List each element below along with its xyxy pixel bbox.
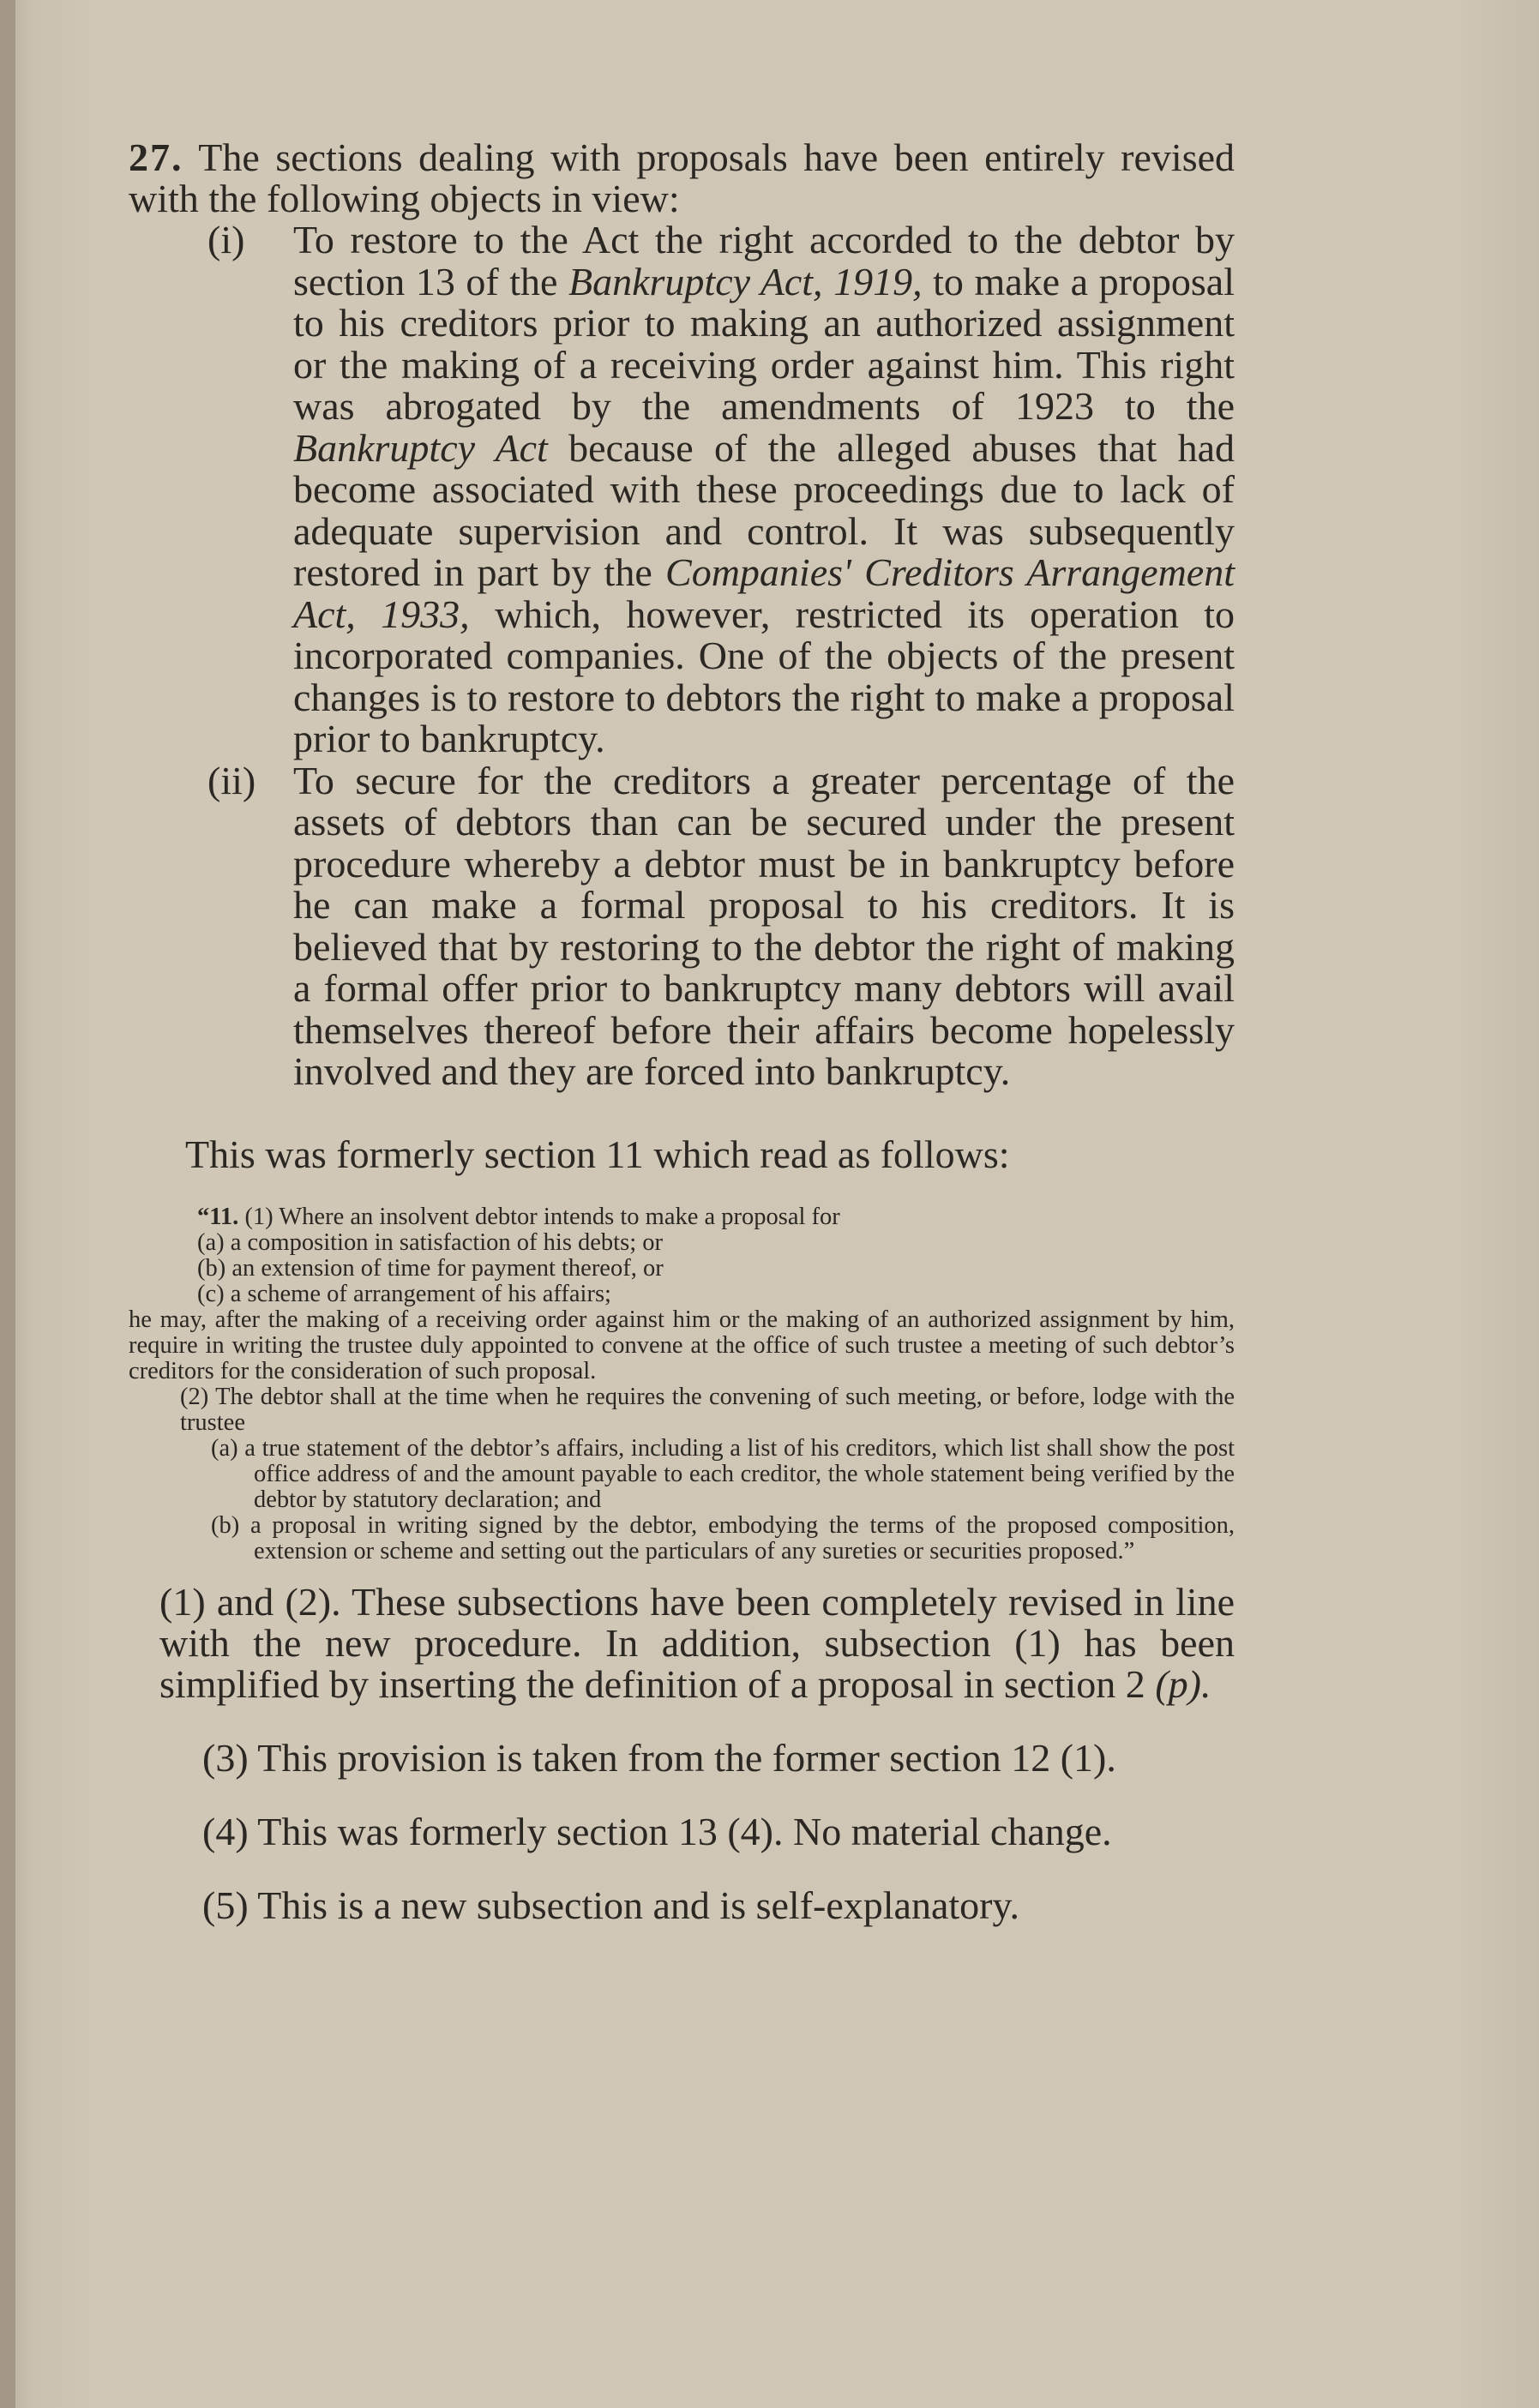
item-text: because of the alleged abuses that had become associated with these proceedings due to lack of adequate supervision and control. It was subsequently restored in part by the bbox=[293, 425, 1235, 594]
paragraph-27 bbox=[129, 137, 1235, 219]
note-subsection-4: (4) This was formerly section 13 (4). No material change. bbox=[202, 1809, 1112, 1853]
item-body: To secure for the creditors a greater percentage of the assets of debtors than can be secured under the present procedure whereby a debtor must be in bankruptcy before he can make a formal proposal to his creditors. It is believed that by restoring to the debtor the right of making a formal offer prior to bankruptcy many debtors will avail themselves thereof before their affairs become hopelessly involved and they are forced into bankruptcy. bbox=[293, 758, 1235, 1093]
quote-clause-2b: (b) a proposal in writing signed by the debtor, embodying the terms of the proposed composition, extension or scheme and setting out the particulars of any sureties or securities proposed.” bbox=[211, 1511, 1235, 1564]
paragraph-27-text: The sections dealing with proposals have been entirely revised with the following objects in view: bbox=[129, 135, 1235, 220]
item-body bbox=[293, 219, 1235, 760]
note-subsection-5: (5) This is a new subsection and is self-explanatory. bbox=[202, 1883, 1019, 1927]
paragraph-number: 27. bbox=[129, 135, 183, 179]
item-text: which, however, restricted its operation to incorporated companies. One of the objects of the present changes is to restore to debtors the right to make a proposal prior to bankruptcy. bbox=[293, 591, 1235, 760]
item-marker: (i) bbox=[207, 218, 245, 261]
note-subsections-1-2 bbox=[159, 1579, 1235, 1706]
quote-continuation: he may, after the making of a receiving order against him or the making of an authorized assignment by him, require in writing the trustee duly appointed to convene at the office of such trustee a meeting of such debtor’s creditors for the consideration of such proposal. bbox=[129, 1306, 1235, 1384]
act-title: Bankruptcy Act bbox=[293, 425, 548, 470]
act-title: Companies' Creditors Arrangement Act, 1933, bbox=[293, 550, 1235, 636]
item-marker: (ii) bbox=[207, 758, 256, 802]
quote-clause-2a: (a) a true statement of the debtor’s affairs, including a list of his creditors, which list shall show the post office address of and the amount payable to each creditor, the whole statement being verified by the debtor by statutory declaration; and bbox=[211, 1434, 1235, 1513]
quote-section-number: “11. bbox=[197, 1203, 239, 1230]
quote-subsection-2: (2) The debtor shall at the time when he requires the convening of such meeting, or before, lodge with the trustee bbox=[180, 1383, 1235, 1436]
object-item-i bbox=[129, 219, 1235, 760]
item-text: To restore to the Act the right accorded to the debtor by section 13 of the bbox=[293, 218, 1235, 303]
quote-clause-c: (c) a scheme of arrangement of his affairs; bbox=[197, 1280, 611, 1307]
quote-clause-b: (b) an extension of time for payment thereof, or bbox=[197, 1254, 664, 1282]
item-text: to make a proposal to his creditors prior to making an authorized assignment or the making of a receiving order against him. This right was abrogated by the amendments of 1923 to the bbox=[293, 259, 1235, 428]
section-reference: (p). bbox=[1145, 1661, 1211, 1706]
page-content bbox=[129, 137, 1235, 1926]
quote-lead-text: (1) Where an insolvent debtor intends to make a proposal for bbox=[238, 1203, 840, 1230]
object-item-ii bbox=[129, 760, 1235, 1093]
page-binding-edge bbox=[0, 0, 15, 2408]
formerly-heading: This was formerly section 11 which read as follows: bbox=[185, 1132, 1010, 1176]
note-subsection-3: (3) This provision is taken from the former section 12 (1). bbox=[202, 1735, 1116, 1780]
quote-lead bbox=[129, 1204, 1235, 1230]
quoted-section-11 bbox=[129, 1204, 1235, 1564]
act-title: Bankruptcy Act, 1919, bbox=[568, 259, 923, 303]
quote-clause-a: (a) a composition in satisfaction of his debts; or bbox=[197, 1228, 663, 1256]
note-text: (1) and (2). These subsections have been completely revised in line with the new procedure. In addition, subsection (1) has been simplified by inserting the definition of a proposal in section 2 bbox=[159, 1579, 1235, 1706]
